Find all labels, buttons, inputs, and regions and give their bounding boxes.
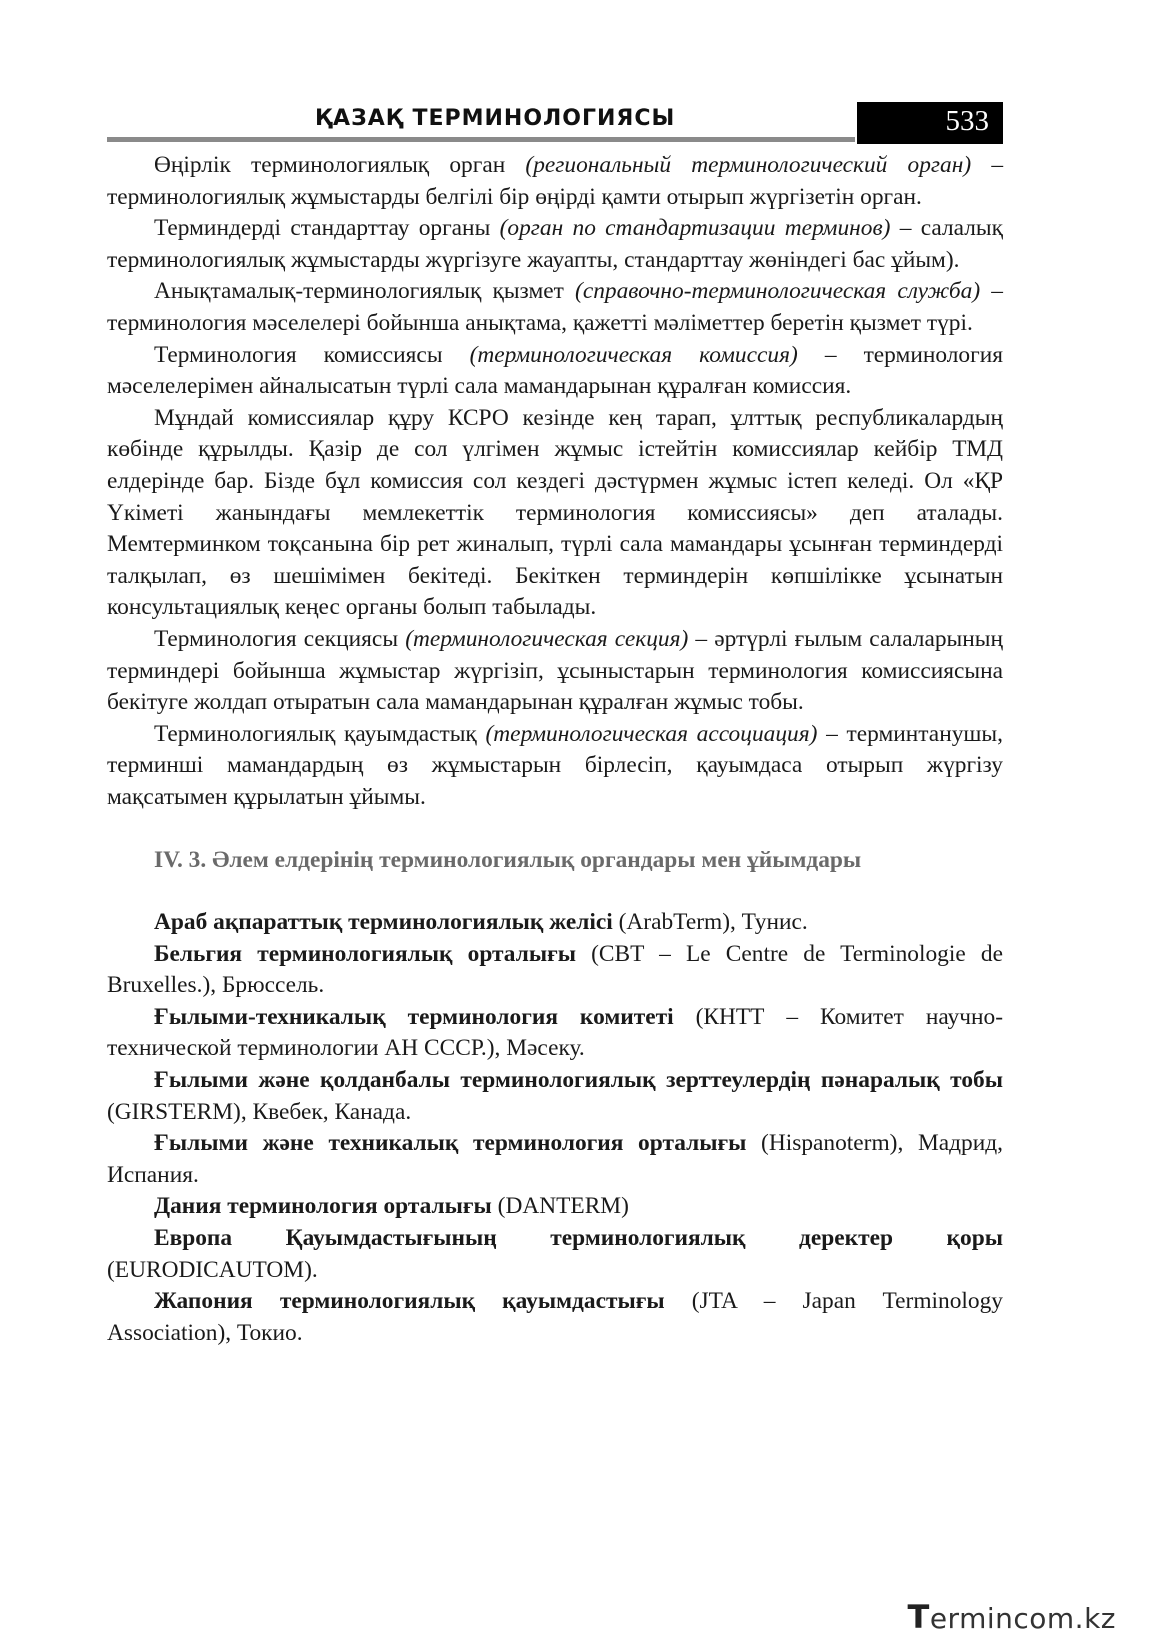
definition: – әртүрлі ғылым салаларының терминдері бойынша жұмыстар жүргізіп, ұсыныстарын терминология комиссиясына бекітуге жолдап отыратын сала мамандарынан құралған жұмыс тобы. xyxy=(107,625,1004,716)
paragraph-text: Мұндай комиссиялар құру КСРО кезінде кең тарап, ұлттық республикалардың көбінде құрылды. Қазір де сол үлгімен жұмыс істейтін комиссиялар кейбір ТМД елдерінде бар. Бізде бұл комиссия сол кездегі дәстүрмен жұмыс істеп келеді. Ол «ҚР Үкіметі жанындағы мемлекеттік терминология комиссиясы» деп аталады. Мемтерминком тоқсанына бір рет жиналып, түрлі сала мамандары ұсынған терминдерді талқылап, өз шешімімен бекітеді. Бекіткен терминдерін көпшілікке ұсынатын консультациялық кеңес органы болып табылады. xyxy=(107,404,1003,621)
term: Терминдерді стандарттау органы xyxy=(154,215,491,242)
organization-name: Бельгия терминологиялық орталығы xyxy=(154,940,576,967)
watermark-text: ermincom.kz xyxy=(929,1602,1116,1635)
definition-paragraph xyxy=(107,213,1003,276)
organization-detail: (DANTERM) xyxy=(491,1193,629,1220)
russian-equivalent: (терминологическая комиссия) xyxy=(469,341,798,368)
definition: – терминология мәселелері бойынша анықтама, қажетті мәліметтер беретін қызмет түрі. xyxy=(107,278,1003,336)
definition-paragraph xyxy=(107,719,1003,814)
term: Өңірлік терминологиялық орган xyxy=(154,152,506,178)
definition-paragraph xyxy=(107,276,1003,339)
term: Терминологиялық қауымдастық xyxy=(154,720,477,747)
russian-equivalent: (справочно-терминологическая служба) xyxy=(575,278,981,305)
organization-entry xyxy=(107,1065,1003,1128)
header-rule xyxy=(107,137,855,142)
definition-paragraph xyxy=(107,624,1003,719)
organization-entry xyxy=(107,1002,1003,1065)
organization-detail: (CBT – Le Centre de Terminologie de Bruxelles.), Брюссель. xyxy=(107,940,1003,999)
watermark-initial: T xyxy=(907,1598,930,1636)
organization-entry xyxy=(107,939,1003,1002)
definition-paragraph xyxy=(107,340,1003,403)
page-body xyxy=(107,150,1003,1349)
russian-equivalent: (терминологическая ассоциация) xyxy=(485,720,818,747)
site-watermark xyxy=(908,1598,1117,1636)
organization-name: Араб ақпараттық терминологиялық желісі xyxy=(154,909,613,936)
definition: – терминологиялық жұмыстарды белгілі бір өңірді қамти отырып жүргізетін орган. xyxy=(107,152,1004,210)
organization-detail: (GIRSTERM), Квебек, Канада. xyxy=(107,1098,412,1125)
organization-entry xyxy=(107,1223,1003,1286)
russian-equivalent: (региональный терминологический орган) xyxy=(525,152,972,178)
organization-name: Ғылыми және техникалық терминология орталығы xyxy=(154,1130,747,1157)
organization-name: Жапония терминологиялық қауымдастығы xyxy=(154,1288,665,1315)
page-header xyxy=(107,102,1003,144)
definition: – салалық терминологиялық жұмыстарды жүргізуге жауапты, стандарттау жөніндегі бас ұйым). xyxy=(107,215,1003,273)
section-heading: IV. 3. Әлем елдерінің терминологиялық органдары мен ұйымдары xyxy=(154,847,862,874)
organization-name: Ғылыми-техникалық терминология комитеті xyxy=(154,1003,674,1030)
organization-entry xyxy=(107,1286,1003,1349)
organization-detail: (ArabTerm), Тунис. xyxy=(612,909,808,936)
russian-equivalent: (орган по стандартизации терминов) xyxy=(499,215,891,242)
russian-equivalent: (терминологическая секция) xyxy=(405,625,689,652)
organization-name: Дания терминология орталығы xyxy=(154,1193,492,1220)
organization-name: Ғылыми және қолданбалы терминологиялық зерттеулердің пәнаралық тобы xyxy=(154,1067,1003,1094)
organization-name: Европа Қауымдастығының терминологиялық деректер қоры xyxy=(154,1225,1003,1251)
organization-detail: (Hispanoterm), Мадрид, Испания. xyxy=(107,1130,1003,1188)
page-number: 533 xyxy=(945,105,989,137)
organization-detail: (КНТТ – Комитет научно-технической терминологии АН СССР.), Мәсеку. xyxy=(107,1003,1003,1062)
definition: – терминтанушы, терминші мамандардың өз жұмыстарын бірлесіп, қауымдаса отырып жүргізу мақсатымен құрылатын ұйымы. xyxy=(107,720,1003,810)
organization-entry xyxy=(107,1191,1003,1223)
organization-detail: (EURODICAUTOM). xyxy=(107,1256,318,1283)
organization-entry xyxy=(107,1128,1003,1191)
page-number-box xyxy=(857,102,1003,144)
term: Терминология комиссиясы xyxy=(154,341,443,368)
term: Анықтамалық-терминологиялық қызмет xyxy=(154,278,564,305)
term: Терминология секциясы xyxy=(154,625,399,652)
body-paragraph xyxy=(107,403,1003,624)
running-title: ҚАЗАҚ ТЕРМИНОЛОГИЯСЫ xyxy=(315,106,676,131)
organization-entry xyxy=(107,907,1003,939)
definition: – терминология мәселелерімен айналысатын түрлі сала мамандарынан құралған комиссия. xyxy=(107,341,1003,400)
definition-paragraph xyxy=(107,150,1003,213)
organization-detail: (JTA – Japan Terminology Association), Токио. xyxy=(107,1288,1003,1346)
